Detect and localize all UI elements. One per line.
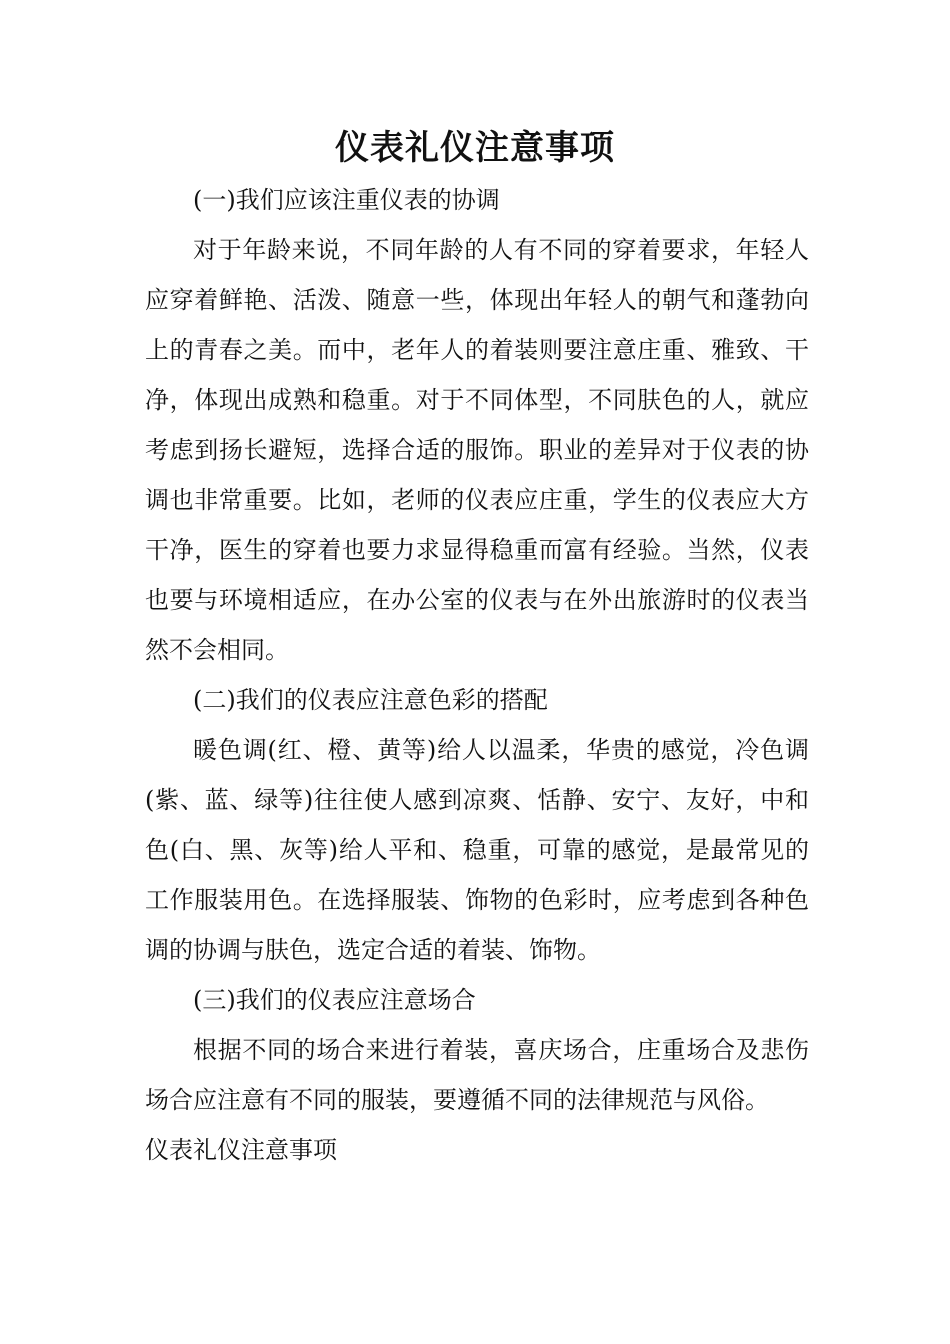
document-body — [145, 175, 809, 1175]
paragraph-1: 对于年龄来说，不同年龄的人有不同的穿着要求，年轻人应穿着鲜艳、活泼、随意一些，体现出年轻人的朝气和蓬勃向上的青春之美。而中，老年人的着装则要注意庄重、雅致、干净，体现出成熟和稳重。对于不同体型，不同肤色的人，就应考虑到扬长避短，选择合适的服饰。职业的差异对于仪表的协调也非常重要。比如，老师的仪表应庄重，学生的仪表应大方干净，医生的穿着也要力求显得稳重而富有经验。当然，仪表也要与环境相适应，在办公室的仪表与在外出旅游时的仪表当然不会相同。 — [145, 236, 809, 664]
document-title: 仪表礼仪注意事项 — [335, 128, 615, 168]
document-footer: 仪表礼仪注意事项 — [145, 1136, 337, 1164]
section-heading-3: (三)我们的仪表应注意场合 — [193, 986, 476, 1014]
paragraph-3: 根据不同的场合来进行着装，喜庆场合，庄重场合及悲伤场合应注意有不同的服装，要遵循不同的法律规范与风俗。 — [145, 1036, 809, 1114]
paragraph-2: 暖色调(红、橙、黄等)给人以温柔，华贵的感觉，冷色调(紫、蓝、绿等)往往使人感到凉爽、恬静、安宁、友好，中和色(白、黑、灰等)给人平和、稳重，可靠的感觉，是最常见的工作服装用色。在选择服装、饰物的色彩时，应考虑到各种色调的协调与肤色，选定合适的着装、饰物。 — [145, 736, 809, 964]
section-heading-1: (一)我们应该注重仪表的协调 — [193, 186, 500, 214]
section-heading-2: (二)我们的仪表应注意色彩的搭配 — [193, 686, 548, 714]
